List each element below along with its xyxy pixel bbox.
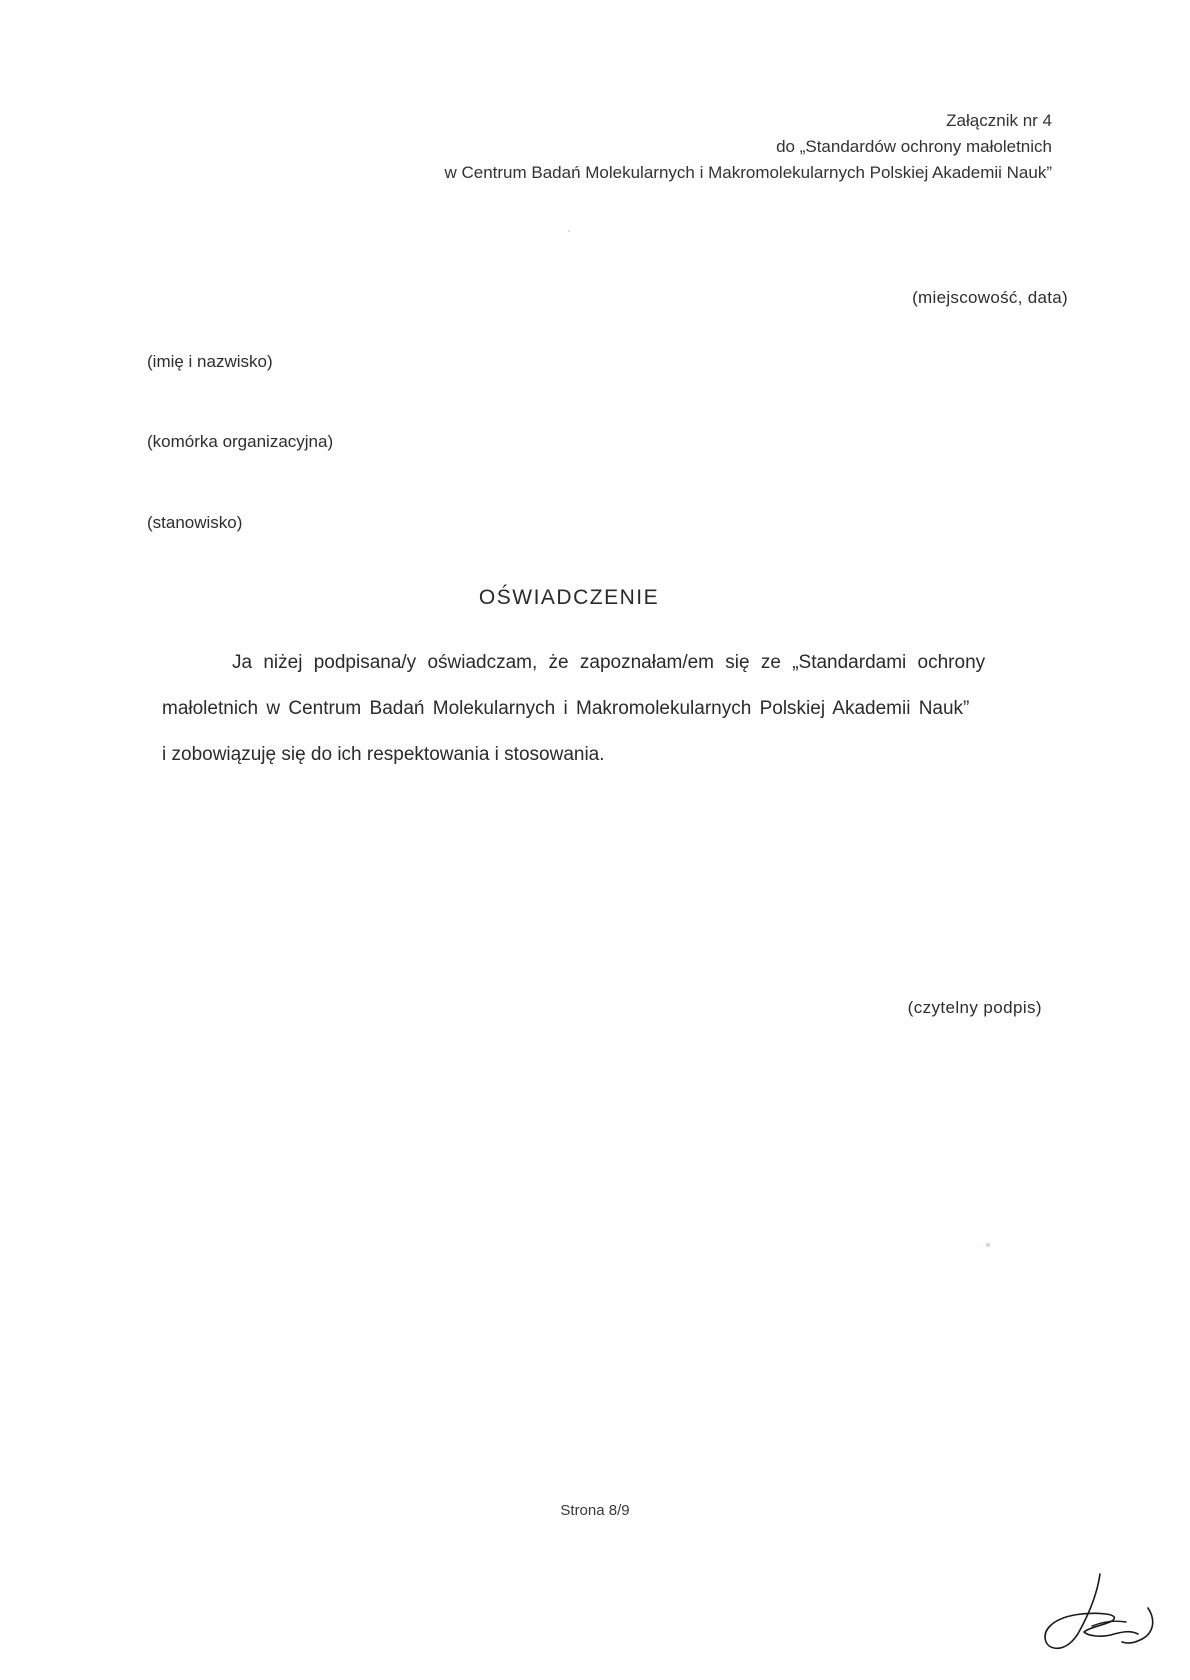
place-date-label: (miejscowość, data) [912, 288, 1068, 307]
organizational-unit-label: (komórka organizacyjna) [147, 432, 334, 451]
scan-speck [568, 230, 570, 232]
name-label: (imię i nazwisko) [147, 352, 273, 371]
page-number: Strona 8/9 [560, 1502, 630, 1519]
attachment-reference: do „Standardów ochrony małoletnich [776, 137, 1052, 156]
attachment-header [444, 108, 1052, 186]
scan-speck [986, 1243, 990, 1247]
attachment-number: Załącznik nr 4 [946, 111, 1052, 130]
attachment-institution: w Centrum Badań Molekularnych i Makromolekularnych Polskiej Akademii Nauk” [444, 163, 1052, 182]
position-label: (stanowisko) [147, 513, 243, 532]
statement-line: i zobowiązuję się do ich respektowania i stosowania. [162, 744, 605, 765]
statement-line: Ja niżej podpisana/y oświadczam, że zapoznałam/em się ze „Standardami ochrony [232, 652, 986, 673]
document-title: OŚWIADCZENIE [478, 586, 660, 609]
statement-line: małoletnich w Centrum Badań Molekularnych i Makromolekularnych Polskiej Akademii Nauk” [162, 698, 970, 719]
statement-paragraph [162, 640, 1042, 778]
handwritten-initials-icon [1040, 1568, 1170, 1668]
signature-label: (czytelny podpis) [907, 998, 1042, 1017]
